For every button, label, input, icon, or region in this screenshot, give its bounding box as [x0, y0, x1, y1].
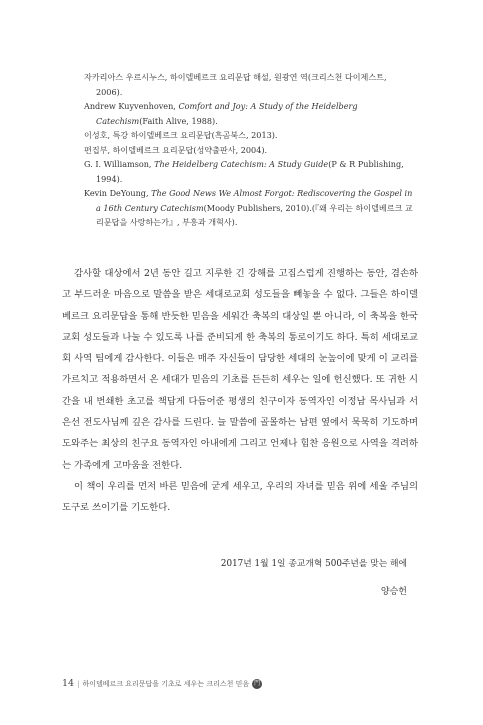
publisher-mark-icon: 門	[254, 679, 261, 687]
paragraph: 이 책이 우리를 먼저 바른 믿음에 굳게 세우고, 우리의 자녀를 믿음 위에 세울 주님의 도구로 쓰이기를 기도한다.	[62, 480, 418, 514]
reference-item: 편집부, 하이델베르크 요리문답(성약출판사, 2004).	[84, 144, 268, 155]
reference-list	[84, 70, 414, 230]
reference-item: G. I. Williamson, The Heidelberg Catechism: A Study Guide(P & R Publishing, 1994).	[84, 159, 404, 184]
author-name: 양승헌	[380, 587, 407, 597]
reference-item: 자카리아스 우르시누스, 하이델베르크 요리문답 해설, 원광연 역(크리스천 다이제스트, 2006).	[84, 72, 387, 97]
signature-date: 2017년 1월 1일 종교개혁 500주년을 맞는 해에	[220, 559, 407, 569]
book-title: The Heidelberg Catechism: A Study Guide	[154, 159, 329, 169]
reference-item: 이성호, 특강 하이델베르크 요리문답(흑곰북스, 2013).	[84, 130, 278, 140]
reference-item: Andrew Kuyvenhoven, Comfort and Joy: A Study of the Heidelberg Catechism(Faith Alive, 1988).	[84, 101, 358, 126]
page-number: 14	[62, 678, 75, 689]
reference-item: Kevin DeYoung, The Good News We Almost Forgot: Rediscovering the Gospel in a 16th Century Catechism(Moody Publishers, 2010).(『왜 우리는 하이델베르크 교리문답을 사랑하는가』, 부흥과 개혁사).	[84, 188, 413, 227]
book-title: Comfort and Joy: A Study of the Heidelberg Catechism	[96, 101, 358, 126]
footer-separator: |	[77, 679, 80, 688]
body-text	[62, 263, 418, 519]
paragraph: 감사할 대상에서 2년 동안 길고 지루한 긴 강해를 고집스럽게 진행하는 동안, 겸손하고 부드러운 마음으로 말씀을 받은 세대로교회 성도들을 빼놓을 수 없다. 그들은 하이델베르크 요리문답을 통해 반듯한 믿음을 세워간 축복의 대상일 뿐 아니라, 이 축복을 한국 교회 성도들과 나눌 수 있도록 나를 준비되게 한 축복의 통로이기도 하다. 특히 세대로교회 사역 팀에게 감사한다. 이들은 매주 자신들이 담당한 세대의 눈높이에 맞게 이 교리를 가르치고 적용하면서 온 세대가 믿음의 기초를 든든히 세우는 일에 헌신했다. 또 귀한 시간을 내 번쇄한 초고를 책답게 다듬어준 평생의 친구이자 동역자인 이정남 목사님과 서은선 전도사님께 깊은 감사를 드린다. 늘 말씀에 골몰하는 남편 옆에서 묵묵히 기도하며 도와주는 최상의 친구요 동역자인 아내에게 그리고 언제나 힘찬 응원으로 사역을 격려하는 가족에게 고마움을 전한다.	[62, 268, 418, 471]
page-footer	[62, 678, 262, 689]
book-title: The Good News We Almost Forgot: Rediscovering the Gospel in a 16th Century Catechism	[96, 188, 413, 213]
running-title: 하이델베르크 요리문답을 기초로 세우는 크리스천 믿음	[82, 679, 250, 688]
